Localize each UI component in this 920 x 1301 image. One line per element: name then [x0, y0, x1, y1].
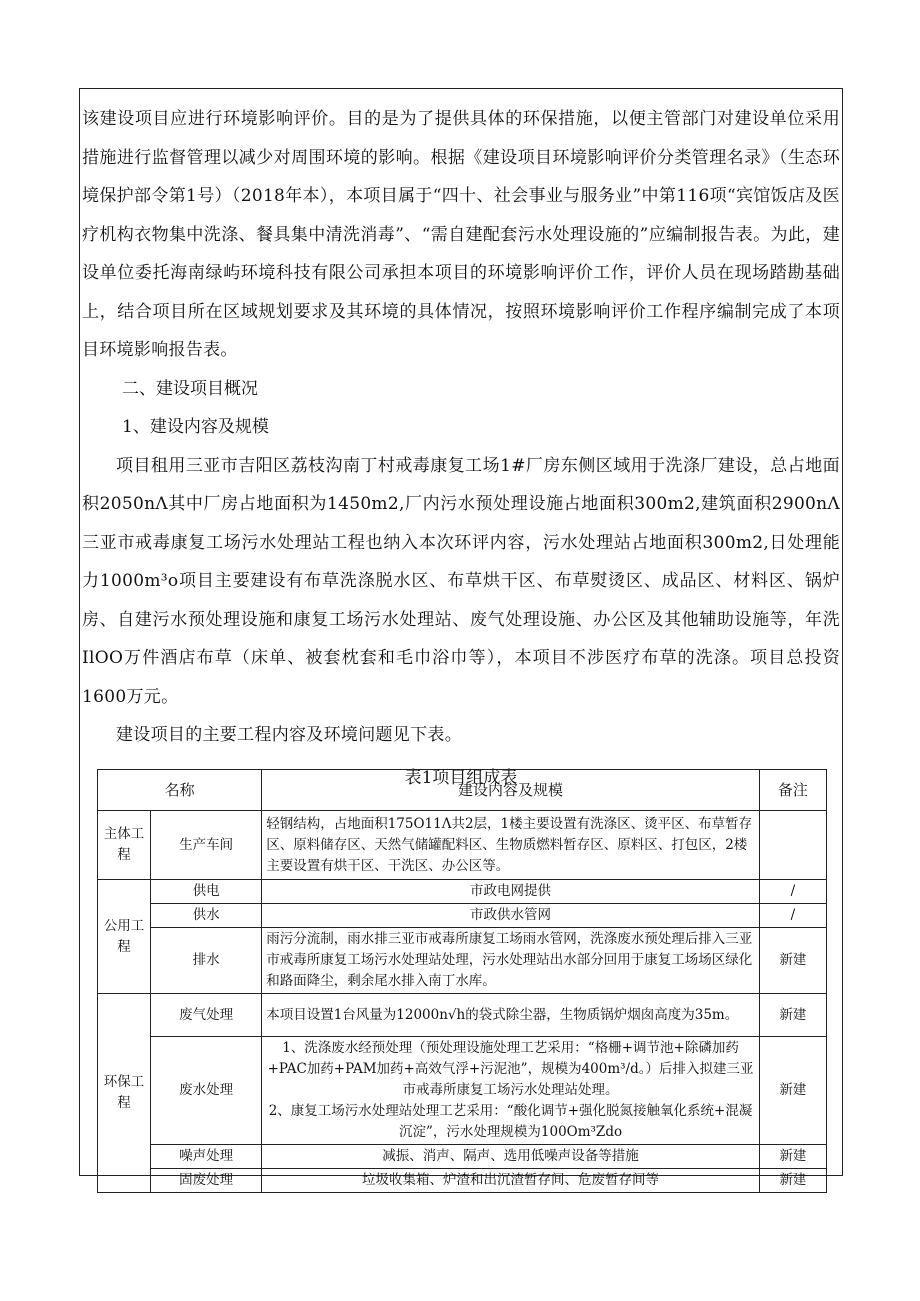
header-name: 名称	[98, 770, 262, 811]
item-cell: 废气处理	[151, 994, 262, 1037]
table-row	[98, 1145, 827, 1169]
content-cell: 本项目设置1台风量为12000n√h的袋式除尘器，生物质锅炉烟囱高度为35m。	[262, 994, 760, 1037]
item-cell: 供电	[151, 880, 262, 904]
note-cell: /	[759, 880, 826, 904]
table-caption: 表1项目组成表	[404, 767, 518, 788]
content-cell	[262, 1037, 760, 1145]
project-overview-paragraph: 项目租用三亚市吉阳区荔枝沟南丁村戒毒康复工场1#厂房东侧区域用于洗涤厂建设，总占地面积2050nΛ其中厂房占地面积为1450m2,厂内污水预处理设施占地面积300m2,建筑面积2900nΛ三亚市戒毒康复工场污水处理站工程也纳入本次环评内容，污水处理站占地面积300m2,日处理能力1000m³o项目主要建设有布草洗涤脱水区、布草烘干区、布草熨烫区、成品区、材料区、锅炉房、自建污水预处理设施和康复工场污水处理站、废气处理设施、办公区及其他辅助设施等，年洗IlOO万件酒店布草（床单、被套枕套和毛巾浴巾等），本项目不涉医疗布草的洗涤。项目总投资1600万元。	[82, 455, 840, 707]
wastewater-step-2: 2、康复工场污水处理站处理工艺采用：“酸化调节+强化脱氮接触氧化系统+混凝沉淀”，污水处理规模为100Om³Zdo	[268, 1103, 753, 1140]
note-cell: 新建	[759, 1145, 826, 1169]
header-content: 建设内容及规模	[262, 770, 760, 811]
body-text	[82, 100, 840, 793]
note-cell: 新建	[759, 1037, 826, 1145]
table-row	[98, 928, 827, 994]
subsection-heading: 1、建设内容及规模	[122, 417, 269, 437]
category-cell: 主体工程	[98, 811, 151, 880]
note-cell: 新建	[759, 928, 826, 994]
intro-paragraph: 该建设项目应进行环境影响评价。目的是为了提供具体的环保措施，以便主管部门对建设单位采用措施进行监督管理以减少对周围环境的影响。根据《建设项目环境影响评价分类管理名录》（生态环境保护部令第1号）（2018年本），本项目属于“四十、社会事业与服务业”中第116项“宾馆饭店及医疗机构衣物集中洗涤、餐具集中清洗消毒”、“需自建配套污水处理设施的”应编制报告表。为此，建设单位委托海南绿屿环境科技有限公司承担本项目的环境影响评价工作，评价人员在现场踏勘基础上，结合项目所在区域规划要求及其环境的具体情况，按照环境影响评价工作程序编制完成了本项目环境影响报告表。	[82, 109, 840, 360]
header-note: 备注	[759, 770, 826, 811]
project-composition-table	[97, 769, 827, 1193]
item-cell: 废水处理	[151, 1037, 262, 1145]
table-row	[98, 1169, 827, 1193]
category-cell: 环保工程	[98, 994, 151, 1193]
content-cell: 垃圾收集箱、炉渣和出沉渣暂存间、危废暂存间等	[262, 1169, 760, 1193]
note-cell: 新建	[759, 994, 826, 1037]
table-row	[98, 880, 827, 904]
note-cell: /	[759, 904, 826, 928]
note-cell: 新建	[759, 1169, 826, 1193]
section-heading: 二、建设项目概况	[122, 378, 258, 399]
item-cell: 生产车间	[151, 811, 262, 880]
content-cell: 市政电网提供	[262, 880, 760, 904]
item-cell: 固废处理	[151, 1169, 262, 1193]
content-cell: 市政供水管网	[262, 904, 760, 928]
table-header-row	[98, 770, 827, 811]
table-row	[98, 1037, 827, 1145]
table-row	[98, 904, 827, 928]
item-cell: 噪声处理	[151, 1145, 262, 1169]
table-row	[98, 994, 827, 1037]
table-intro-paragraph: 建设项目的主要工程内容及环境问题见下表。	[116, 725, 462, 745]
content-cell: 轻钢结构，占地面积175O11Λ共2层，1楼主要设置有洗涤区、烫平区、布草暂存区、原料储存区、天然气储罐配料区、生物质燃料暂存区、原料区、打包区，2楼主要设置有烘干区、干洗区、办公区等。	[262, 811, 760, 880]
note-cell	[759, 811, 826, 880]
category-cell: 公用工程	[98, 880, 151, 994]
item-cell: 供水	[151, 904, 262, 928]
table-row	[98, 811, 827, 880]
content-cell: 雨污分流制，雨水排三亚市戒毒所康复工场雨水管网，洗涤废水预处理后排入三亚市戒毒所康复工场污水处理站处理，污水处理站出水部分回用于康复工场场区绿化和路面降尘，剩余尾水排入南丁水库。	[262, 928, 760, 994]
item-cell: 排水	[151, 928, 262, 994]
wastewater-step-1: 1、洗涤废水经预处理（预处理设施处理工艺采用：“格栅+调节池+除磷加药+PAC加药+PAM加药+高效气浮+污泥池”，规模为400m³/d。）后排入拟建三亚市戒毒所康复工场污水处理站处理。	[267, 1040, 754, 1098]
content-cell: 减振、消声、隔声、选用低噪声设备等措施	[262, 1145, 760, 1169]
